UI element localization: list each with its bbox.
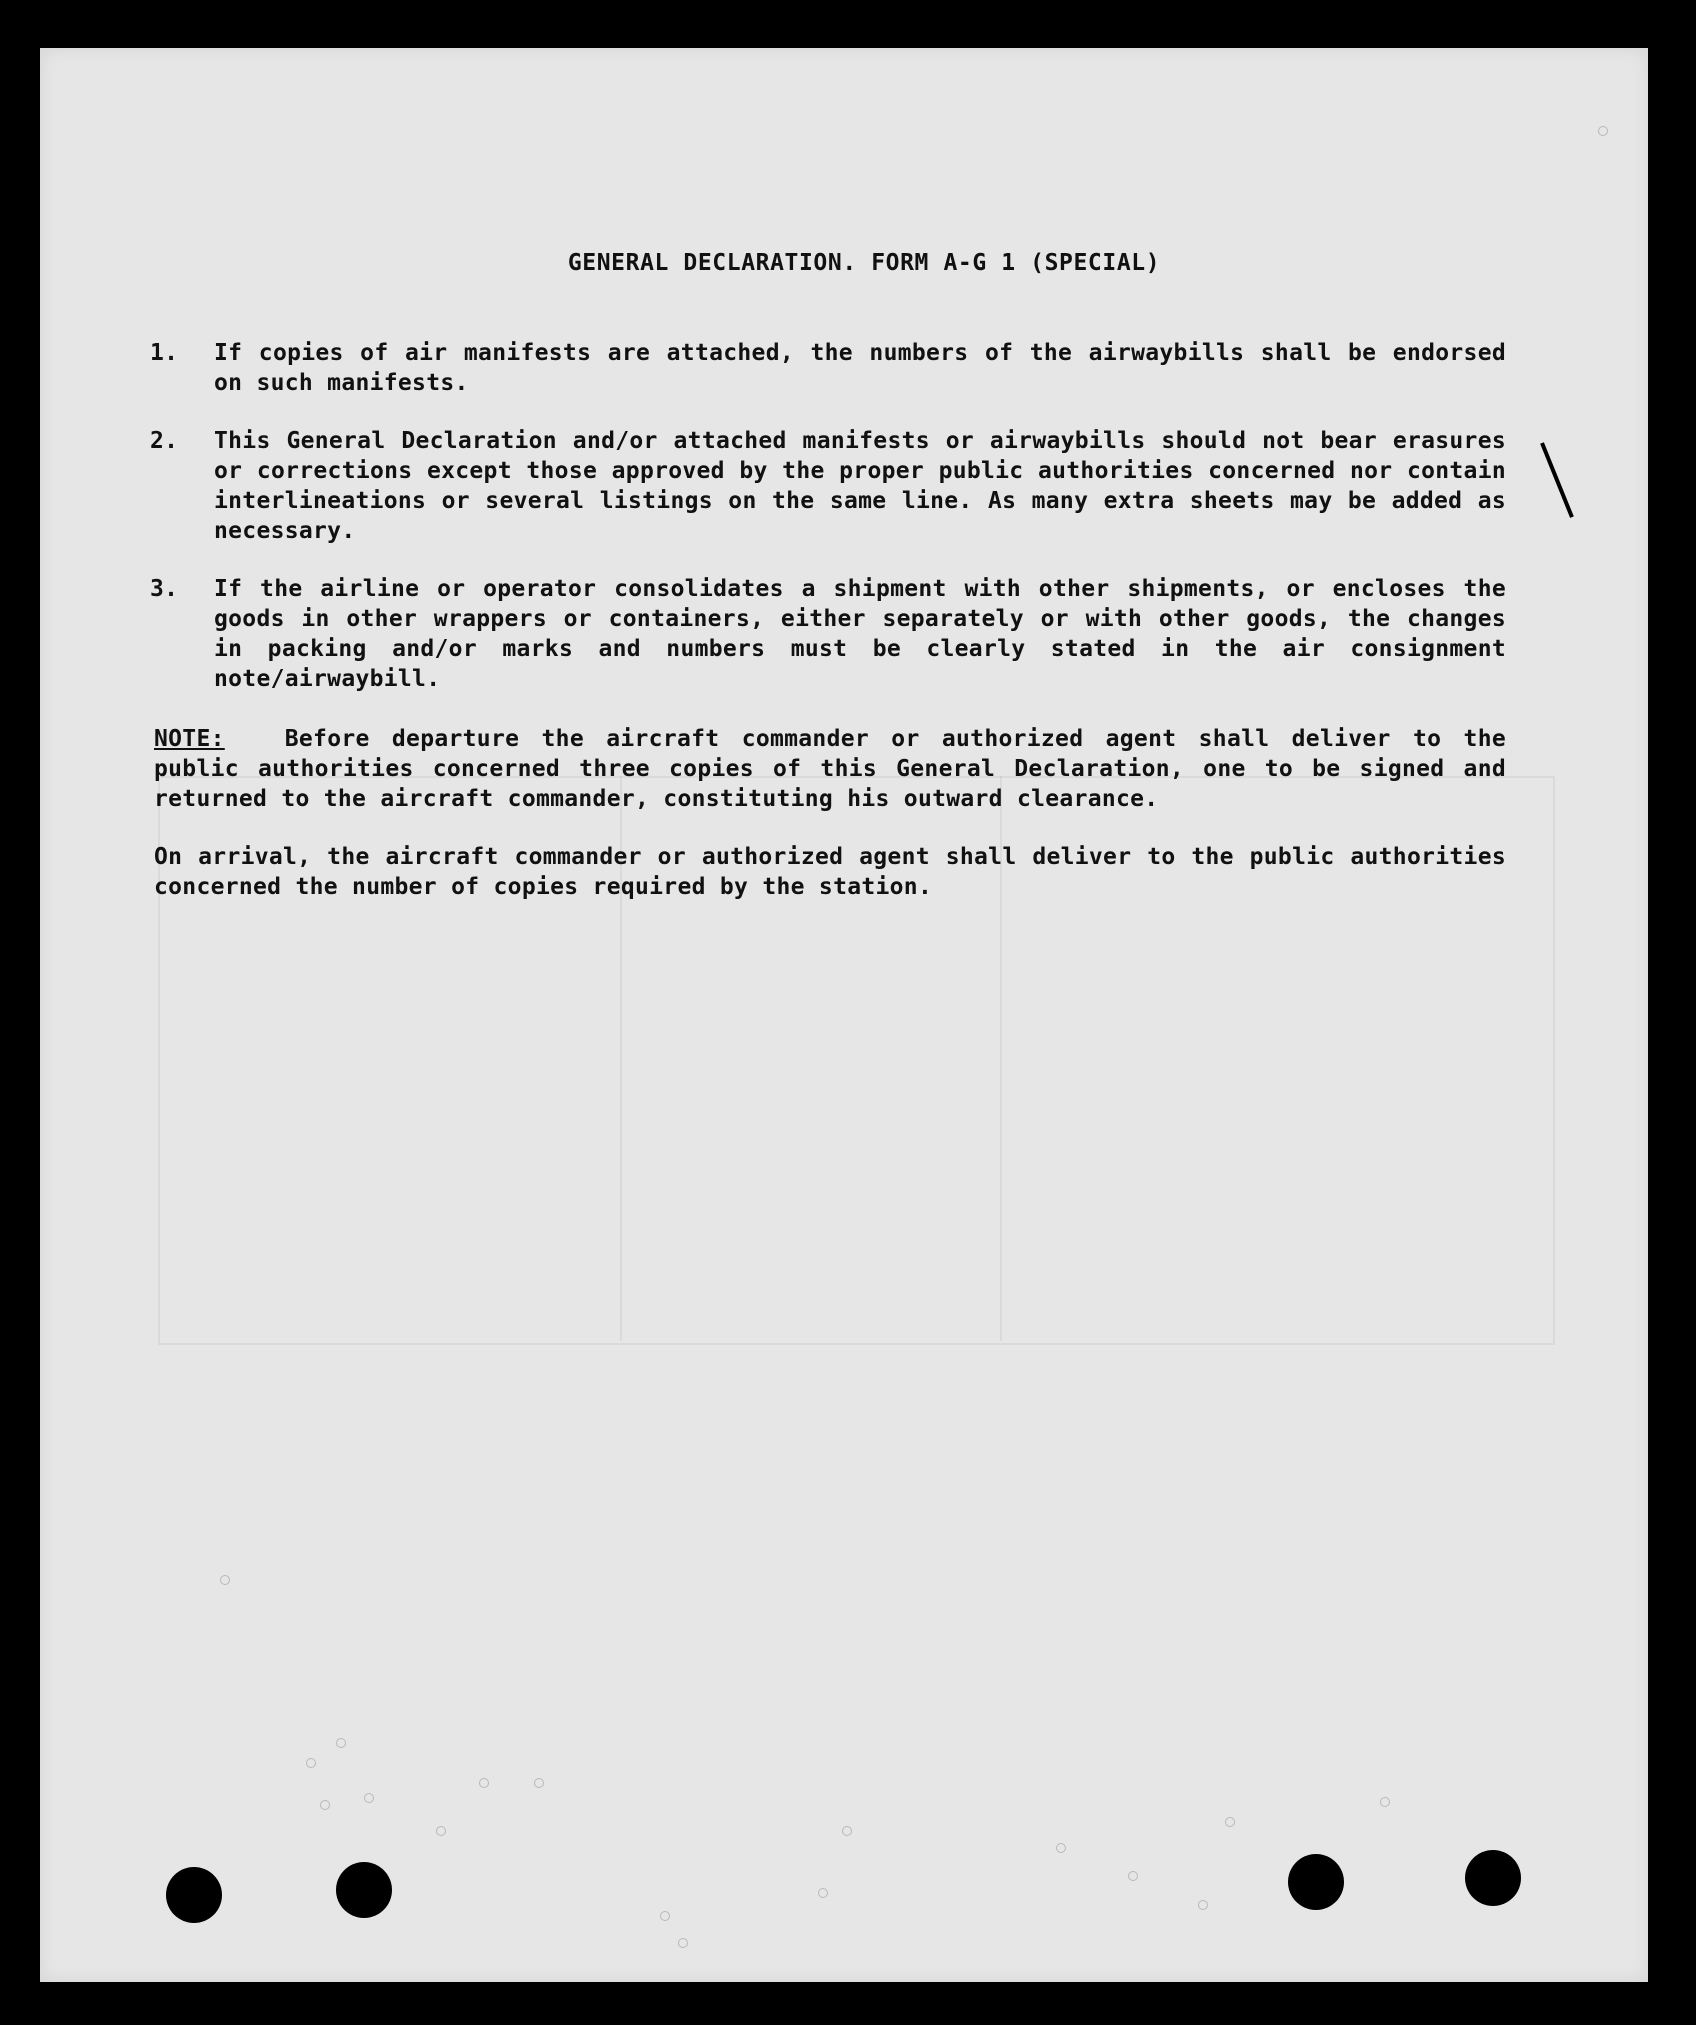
paper-speck [220, 1575, 230, 1585]
item-number: 1. [150, 340, 179, 366]
note-text: Before departure the aircraft commander or authorized agent shall deliver to the public authorities concerned three copies of this General Declaration, one to be signed and returned to the aircraft commander, constituting his outward clearance. [154, 726, 1506, 812]
note-paragraph [154, 724, 1530, 814]
paper-speck [1225, 1817, 1235, 1827]
punch-hole [336, 1862, 392, 1918]
list-item [150, 426, 1530, 546]
paper-speck [1380, 1797, 1390, 1807]
item-text: This General Declaration and/or attached manifests or airwaybills should not bear erasures or corrections except those approved by the proper public authorities concerned nor contain interlineations or several listings on the same line. As many extra sheets may be added as necessary. [214, 428, 1506, 544]
punch-hole [1288, 1854, 1344, 1910]
paper-speck [436, 1826, 446, 1836]
item-number: 2. [150, 428, 179, 454]
punch-hole [166, 1867, 222, 1923]
item-text: If the airline or operator consolidates a shipment with other shipments, or encloses the goods in other wrappers or containers, either separately or with other goods, the changes in packing and/or marks and numbers must be clearly stated in the air consignment note/airwaybill. [214, 576, 1506, 692]
paper-speck [534, 1778, 544, 1788]
paper-speck [1128, 1871, 1138, 1881]
pen-mark [1540, 442, 1574, 518]
paper-speck [678, 1938, 688, 1948]
arrival-paragraph: On arrival, the aircraft commander or authorized agent shall deliver to the public authorities concerned the number of copies required by the station. [154, 844, 1506, 900]
list-item [150, 574, 1530, 694]
punch-hole [1465, 1850, 1521, 1906]
note-label: NOTE: [154, 726, 225, 752]
paper-speck [1598, 126, 1608, 136]
paper-speck [818, 1888, 828, 1898]
paper-speck [660, 1911, 670, 1921]
paper-speck [306, 1758, 316, 1768]
paper-speck [842, 1826, 852, 1836]
paper-speck [320, 1800, 330, 1810]
paper-speck [479, 1778, 489, 1788]
document-title: GENERAL DECLARATION. FORM A-G 1 (SPECIAL) [567, 250, 1161, 276]
document-body [150, 248, 1530, 902]
item-number: 3. [150, 576, 179, 602]
paper-speck [1056, 1843, 1066, 1853]
paper-speck [1198, 1900, 1208, 1910]
item-text: If copies of air manifests are attached, the numbers of the airwaybills shall be endorsed on such manifests. [214, 340, 1506, 396]
paper-speck [336, 1738, 346, 1748]
list-item [150, 338, 1530, 398]
paper-speck [364, 1793, 374, 1803]
